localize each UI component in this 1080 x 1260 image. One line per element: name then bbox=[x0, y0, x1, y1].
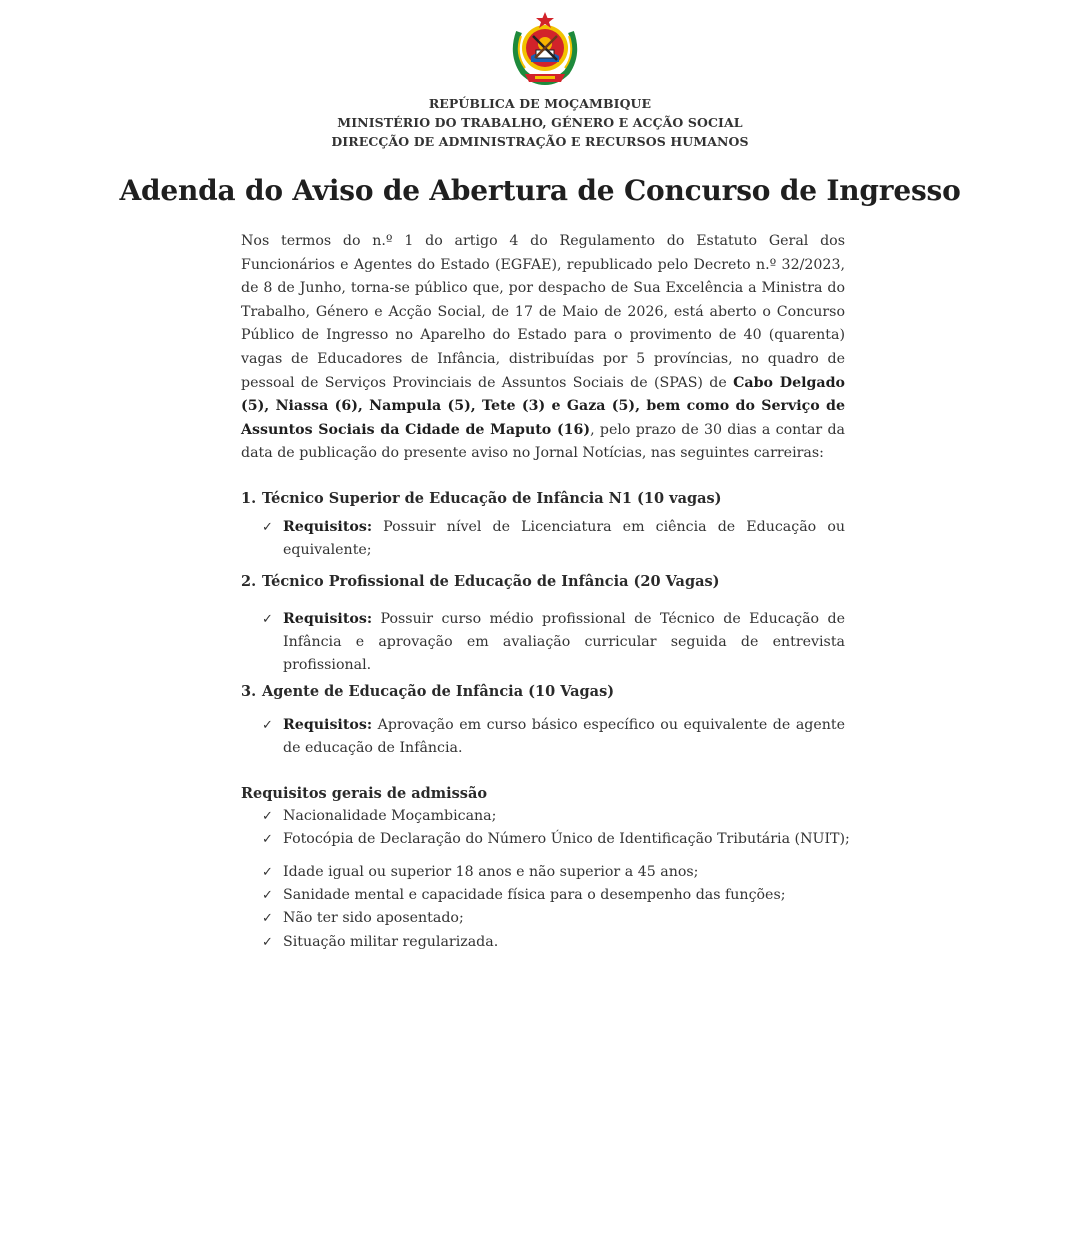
section-1-requirement bbox=[262, 516, 845, 562]
section-3-label: Agente de Educação de Infância (10 Vagas) bbox=[262, 683, 615, 700]
section-1-req-text: Possuir nível de Licenciatura em ciência de Educação ou equivalente; bbox=[283, 519, 845, 558]
section-1-title bbox=[241, 490, 722, 507]
section-2-number: 2. bbox=[241, 573, 257, 590]
general-requirement-item: ✓ Idade igual ou superior 18 anos e não superior a 45 anos; bbox=[262, 864, 699, 880]
intro-paragraph bbox=[241, 230, 845, 466]
section-3-req-text: Aprovação em curso básico específico ou equivalente de agente de educação de Infância. bbox=[283, 717, 845, 756]
section-2-req-label: Requisitos: bbox=[283, 611, 373, 627]
check-icon: ✓ bbox=[262, 612, 273, 627]
check-icon: ✓ bbox=[262, 520, 273, 535]
header-republic: REPÚBLICA DE MOÇAMBIQUE bbox=[428, 96, 652, 111]
header-ministry: MINISTÉRIO DO TRABALHO, GÉNERO E ACÇÃO SOCIAL bbox=[337, 115, 743, 130]
general-requirement-item: ✓ Não ter sido aposentado; bbox=[262, 910, 464, 926]
section-1-number: 1. bbox=[241, 490, 257, 507]
section-2-req-text: Possuir curso médio profissional de Técnico de Educação de Infância e aprovação em avaliação curricular seguida de entrevista profissional. bbox=[283, 611, 845, 673]
general-requirement-item: ✓ Sanidade mental e capacidade física para o desempenho das funções; bbox=[262, 887, 786, 903]
check-icon: ✓ bbox=[262, 935, 273, 950]
section-2-label: Técnico Profissional de Educação de Infância (20 Vagas) bbox=[262, 573, 720, 590]
section-1-req-label: Requisitos: bbox=[283, 519, 373, 535]
section-3-req-label: Requisitos: bbox=[283, 717, 373, 733]
check-icon: ✓ bbox=[262, 809, 273, 824]
general-requirement-item: ✓ Nacionalidade Moçambicana; bbox=[262, 808, 497, 824]
general-requirement-item: ✓ Situação militar regularizada. bbox=[262, 934, 499, 950]
header-directorate: DIRECÇÃO DE ADMINISTRAÇÃO E RECURSOS HUMANOS bbox=[331, 134, 749, 149]
general-requirement-item: ✓ Fotocópia de Declaração do Número Único de Identificação Tributária (NUIT); bbox=[262, 831, 850, 847]
general-requirements-title: Requisitos gerais de admissão bbox=[241, 785, 488, 802]
check-icon: ✓ bbox=[262, 911, 273, 926]
check-icon: ✓ bbox=[262, 718, 273, 733]
intro-text-part1: Nos termos do n.º 1 do artigo 4 do Regulamento do Estatuto Geral dos Funcionários e Agentes do Estado (EGFAE), republicado pelo Decreto n.º 32/2023, de 8 de Junho, torna-se público que, por despacho de Sua Excelência a Ministra do Trabalho, Género e Acção Social, de 17 de Maio de 2026, está aberto o Concurso Público de Ingresso no Aparelho do Estado para o provimento de 40 (quarenta) vagas de Educadores de Infância, distribuídas por 5 províncias, no quadro de pessoal de Serviços Provinciais de Assuntos Sociais de (SPAS) de bbox=[241, 233, 845, 391]
section-3-number: 3. bbox=[241, 683, 257, 700]
check-icon: ✓ bbox=[262, 832, 273, 847]
section-3-requirement bbox=[262, 714, 845, 760]
section-2-title bbox=[241, 573, 720, 590]
section-2-requirement bbox=[262, 608, 845, 677]
check-icon: ✓ bbox=[262, 888, 273, 903]
intro-text-part2: , pelo prazo de 30 dias a contar da data de publicação do presente aviso no Jornal Notícias, nas seguintes carreiras: bbox=[241, 421, 845, 462]
check-icon: ✓ bbox=[262, 865, 273, 880]
coat-of-arms-emblem bbox=[509, 10, 581, 86]
header-block bbox=[0, 94, 1080, 151]
section-3-title bbox=[241, 683, 614, 700]
document-title: Adenda do Aviso de Abertura de Concurso de Ingresso bbox=[119, 174, 961, 207]
intro-provinces-bold: Cabo Delgado (5), Niassa (6), Nampula (5), Tete (3) e Gaza (5), bem como do Serviço de Assuntos Sociais da Cidade de Maputo (16) bbox=[241, 374, 846, 438]
section-1-label: Técnico Superior de Educação de Infância N1 (10 vagas) bbox=[262, 490, 722, 507]
